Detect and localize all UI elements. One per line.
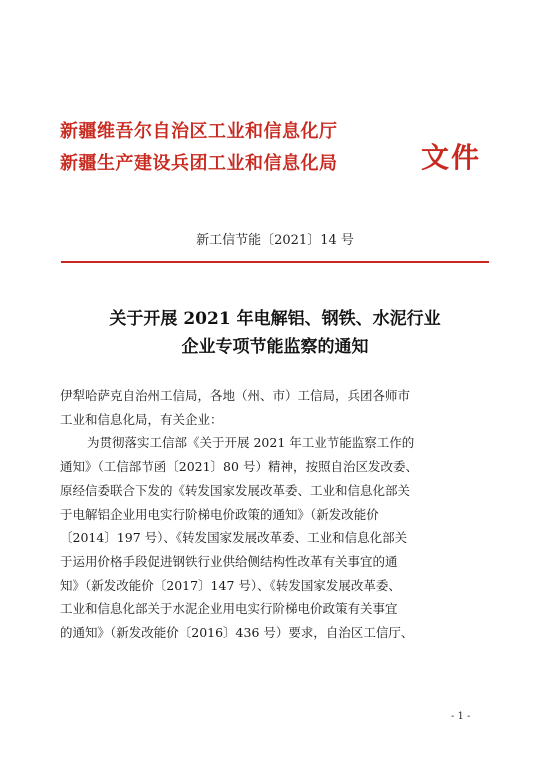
body-line: 伊犁哈萨克自治州工信局，各地（州、市）工信局，兵团各师市 (60, 388, 411, 403)
body-line: 的通知》（新发改能价〔2016〕436 号）要求，自治区工信厅、 (60, 625, 414, 641)
body-line: 工业和信息化局，有关企业： (60, 411, 223, 427)
body-line: 〔2014〕197 号）、《转发国家发展改革委、工业和信息化部关 (60, 530, 408, 546)
body-line: 通知》（工信部节函〔2021〕80 号）精神，按照自治区发改委、 (60, 459, 418, 475)
title-line-1: 关于开展 2021 年电解铝、钢铁、水泥行业 (109, 309, 441, 329)
title-line-2: 企业专项节能监察的通知 (181, 337, 369, 357)
body-line: 为贯彻落实工信部《关于开展 2021 年工业节能监察工作的 (87, 435, 415, 451)
document-body (60, 384, 492, 645)
body-line: 于电解铝企业用电实行阶梯电价政策的通知》（新发改能价 (60, 506, 379, 522)
document-number: 新工信节能〔2021〕14 号 (196, 233, 354, 248)
document-title (0, 305, 550, 361)
body-line: 工业和信息化部关于水泥企业用电实行阶梯电价政策有关事宜 (60, 601, 398, 617)
body-line: 原经信委联合下发的《转发国家发展改革委、工业和信息化部关 (60, 482, 411, 498)
org-name-1: 新疆维吾尔自治区工业和信息化厅 (60, 121, 338, 142)
org-name-2: 新疆生产建设兵团工业和信息化局 (60, 153, 338, 174)
body-line: 于运用价格手段促进钢铁行业供给侧结构性改革有关事宜的通 (60, 553, 398, 569)
red-divider-line (61, 261, 489, 263)
issuing-organizations (60, 116, 338, 180)
doc-type-label: 文件 (421, 141, 482, 174)
body-line: 知》（新发改能价〔2017〕147 号）、《转发国家发展改革委、 (60, 577, 401, 593)
page-number: - 1 - (451, 711, 471, 722)
